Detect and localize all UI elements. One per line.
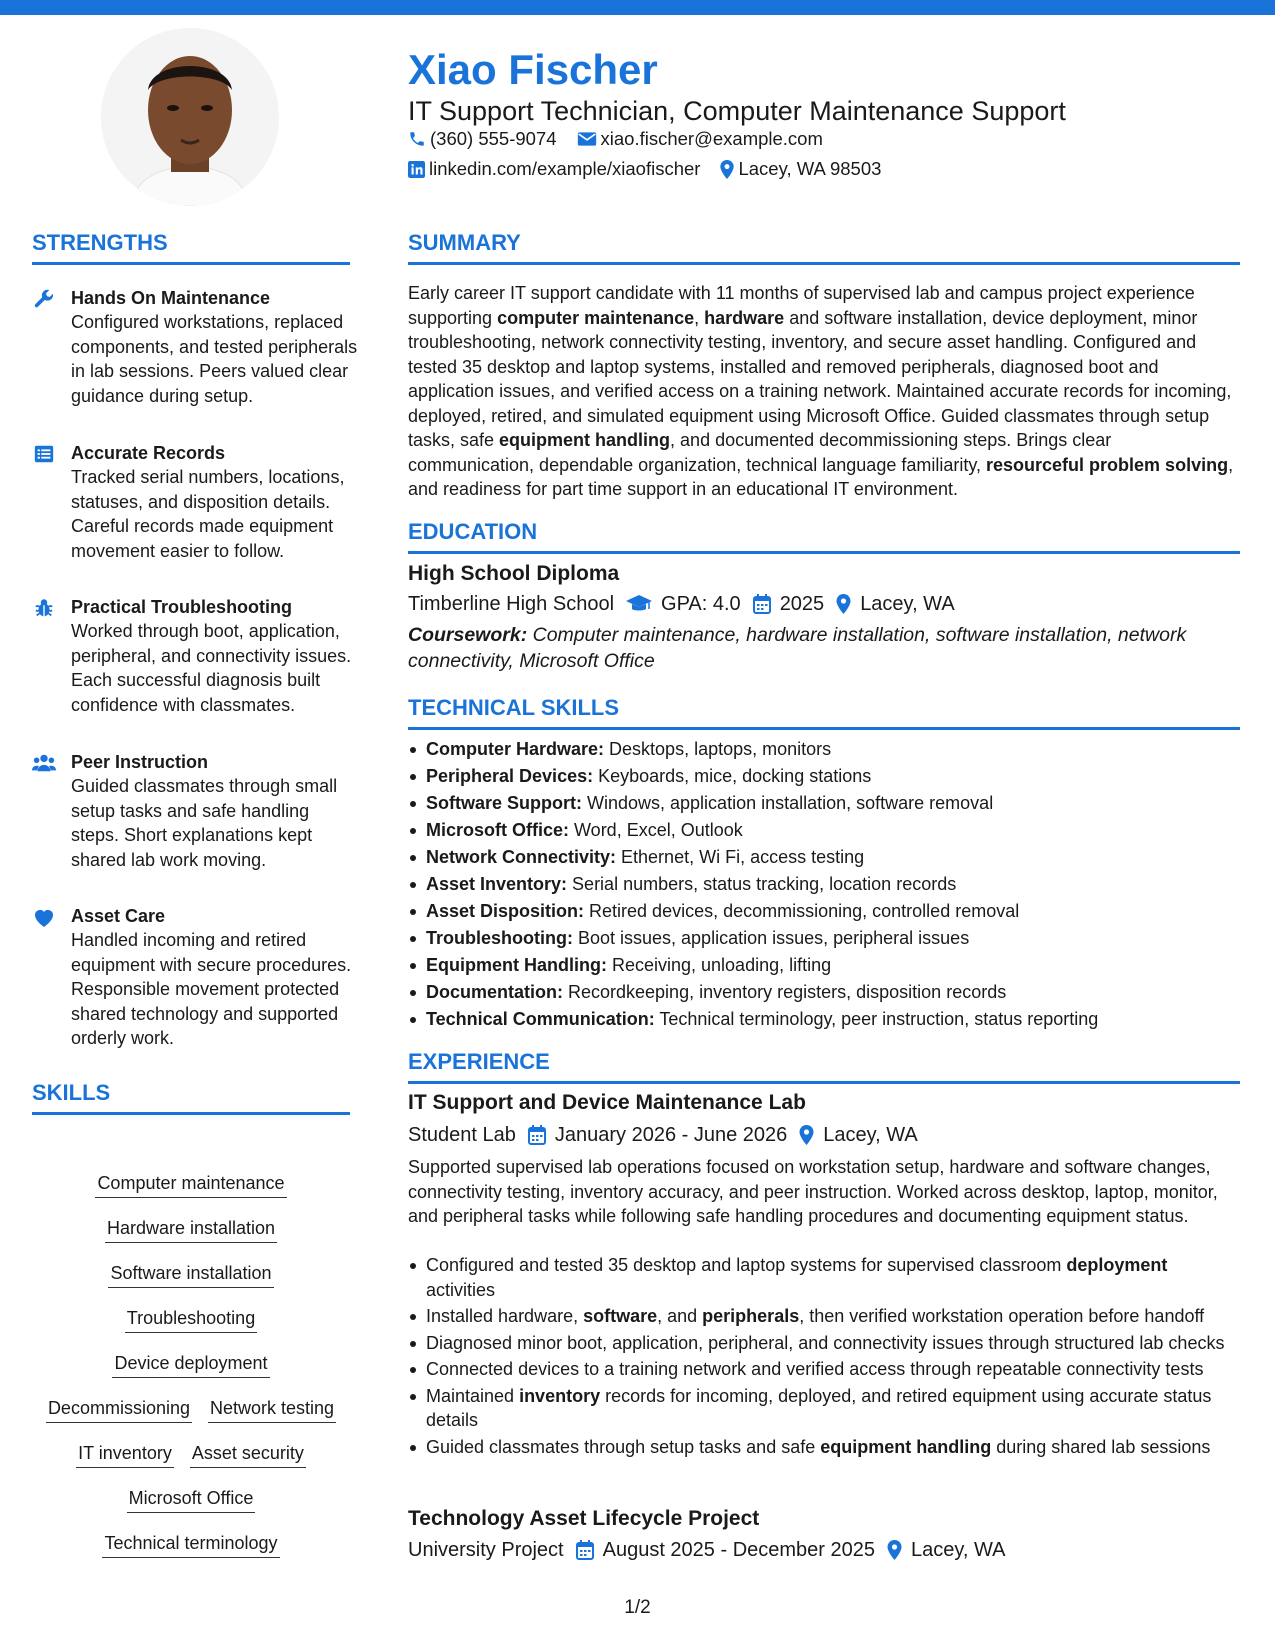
technical-skill-item xyxy=(408,737,1240,764)
education-heading: EDUCATION xyxy=(408,518,1240,554)
skill-values: Desktops, laptops, monitors xyxy=(604,739,832,759)
strength-title: Accurate Records xyxy=(71,443,226,463)
experience-heading: EXPERIENCE xyxy=(408,1048,1240,1084)
profile-photo xyxy=(101,28,279,206)
strength-description: Handled incoming and retired equipment with secure procedures. Responsible movement protected shared technology and supported orderly work. xyxy=(71,930,352,1048)
strength-title: Asset Care xyxy=(71,906,166,926)
strength-title: Peer Instruction xyxy=(71,752,209,772)
technical-skill-item xyxy=(408,899,1240,926)
list-icon xyxy=(32,443,56,465)
strength-title: Hands On Maintenance xyxy=(71,288,271,308)
coursework-label: Coursework: xyxy=(408,624,528,646)
job-bullet: Guided classmates through setup tasks and safe equipment handling during shared lab sessions xyxy=(408,1435,1240,1460)
skill-values: Technical terminology, peer instruction, status reporting xyxy=(654,1009,1099,1029)
users-icon xyxy=(32,752,56,774)
bug-icon xyxy=(32,597,56,619)
technical-skill-item xyxy=(408,872,1240,899)
skill-tag: Network testing xyxy=(208,1397,336,1423)
skill-tag: Decommissioning xyxy=(46,1397,192,1423)
skill-values: Word, Excel, Outlook xyxy=(569,820,743,840)
technical-skills-list xyxy=(408,737,1240,1034)
candidate-name: Xiao Fischer xyxy=(408,46,658,93)
skill-values: Receiving, unloading, lifting xyxy=(606,955,832,975)
skill-tag: Technical terminology xyxy=(102,1532,279,1558)
strength-description: Tracked serial numbers, locations, statuses, and disposition details. Careful records made equipment movement easier to follow. xyxy=(71,467,345,561)
summary-keyword: resourceful problem solving xyxy=(986,454,1229,475)
skill-values: Recordkeeping, inventory registers, disposition records xyxy=(563,982,1007,1002)
skill-category: Software Support: xyxy=(426,793,582,813)
job-organization: University Project xyxy=(408,1539,564,1561)
strength-description: Guided classmates through small setup tasks and safe handling steps. Short explanations kept shared lab work moving. xyxy=(71,776,338,870)
graduation-year: 2025 xyxy=(779,593,825,615)
location-contact xyxy=(720,157,881,181)
job-dates: August 2025 - December 2025 xyxy=(602,1539,876,1561)
skill-tag: Device deployment xyxy=(112,1352,269,1378)
calendar-icon xyxy=(528,1125,546,1145)
skill-category: Technical Communication: xyxy=(426,1009,655,1029)
location-text: Lacey, WA 98503 xyxy=(738,158,882,179)
strengths-heading: STRENGTHS xyxy=(32,229,350,265)
technical-skill-item xyxy=(408,953,1240,980)
job-description: Supported supervised lab operations focused on workstation setup, hardware and software changes, connectivity testing, inventory accuracy, and peer instruction. Worked across desktop, laptop, monitor, and peripheral tasks while following safe handling procedures and documenting equipment status. xyxy=(408,1157,1218,1226)
skill-category: Peripheral Devices: xyxy=(426,766,594,786)
skills-list xyxy=(32,1172,350,1577)
gpa-text: GPA: 4.0 xyxy=(661,593,741,615)
candidate-headline: IT Support Technician, Computer Maintenance Support xyxy=(408,96,1066,126)
skill-category: Microsoft Office: xyxy=(426,820,570,840)
contact-row-1 xyxy=(408,127,843,151)
summary-text xyxy=(408,281,1240,502)
job-dates: January 2026 - June 2026 xyxy=(554,1124,788,1146)
job-bullet: Installed hardware, software, and peripherals, then verified workstation operation before handoff xyxy=(408,1304,1240,1329)
linkedin-text: linkedin.com/example/xiaofischer xyxy=(429,158,701,179)
skills-heading: SKILLS xyxy=(32,1079,350,1115)
skill-category: Asset Disposition: xyxy=(426,901,585,921)
summary-heading: SUMMARY xyxy=(408,229,1240,265)
skill-values: Ethernet, Wi Fi, access testing xyxy=(616,847,865,867)
skill-values: Boot issues, application issues, peripheral issues xyxy=(572,928,970,948)
email-text: xiao.fischer@example.com xyxy=(600,128,823,149)
technical-skill-item xyxy=(408,791,1240,818)
summary-part: , xyxy=(694,307,705,328)
summary-keyword: equipment handling xyxy=(499,430,671,450)
phone-icon xyxy=(408,130,426,148)
job-bullet: Diagnosed minor boot, application, peripheral, and connectivity issues through structured lab checks xyxy=(408,1331,1240,1356)
job-meta xyxy=(408,1537,1006,1563)
calendar-icon xyxy=(753,594,771,614)
map-pin-icon xyxy=(720,160,734,179)
technical-skill-item xyxy=(408,926,1240,953)
skill-tag: Computer maintenance xyxy=(95,1172,286,1198)
map-pin-icon xyxy=(799,1125,814,1145)
strength-title: Practical Troubleshooting xyxy=(71,597,293,617)
skill-category: Troubleshooting: xyxy=(426,928,573,948)
summary-keyword: computer maintenance xyxy=(497,307,695,328)
linkedin-icon xyxy=(408,161,425,178)
skill-values: Retired devices, decommissioning, controlled removal xyxy=(584,901,1020,921)
contact-row-2 xyxy=(408,157,901,181)
job-organization: Student Lab xyxy=(408,1124,516,1146)
phone-contact[interactable] xyxy=(408,127,557,151)
technical-skill-item xyxy=(408,1007,1240,1034)
skill-tag: Hardware installation xyxy=(105,1217,277,1243)
job-bullet: Configured and tested 35 desktop and laptop systems for supervised classroom deployment activities xyxy=(408,1253,1240,1302)
school-location: Lacey, WA xyxy=(860,593,955,615)
map-pin-icon xyxy=(887,1540,902,1560)
map-pin-icon xyxy=(836,594,851,614)
linkedin-contact[interactable] xyxy=(408,157,700,181)
job-bullet: Connected devices to a training network and verified access through repeatable connectivity tests xyxy=(408,1357,1240,1382)
job-meta xyxy=(408,1122,918,1148)
degree-title: High School Diploma xyxy=(408,562,620,585)
graduation-cap-icon xyxy=(626,595,652,613)
skill-category: Equipment Handling: xyxy=(426,955,607,975)
top-accent-bar xyxy=(0,0,1275,15)
email-contact[interactable] xyxy=(577,127,823,151)
skill-tag: Troubleshooting xyxy=(125,1307,257,1333)
skill-tag: Asset security xyxy=(190,1442,306,1468)
skill-values: Keyboards, mice, docking stations xyxy=(593,766,872,786)
envelope-icon xyxy=(577,131,597,147)
calendar-icon xyxy=(576,1540,594,1560)
technical-skill-item xyxy=(408,980,1240,1007)
heart-icon xyxy=(32,906,56,928)
summary-keyword: hardware xyxy=(704,307,785,328)
skill-category: Documentation: xyxy=(426,982,563,1002)
education-meta xyxy=(408,591,955,617)
wrench-icon xyxy=(32,288,56,310)
technical-skill-item xyxy=(408,764,1240,791)
skill-category: Asset Inventory: xyxy=(426,874,568,894)
job-title: Technology Asset Lifecycle Project xyxy=(408,1507,760,1530)
strength-description: Configured workstations, replaced components, and tested peripherals in lab sessions. Peers valued clear guidance during setup. xyxy=(71,312,358,406)
page-number: 1/2 xyxy=(624,1597,651,1618)
job-location: Lacey, WA xyxy=(911,1539,1006,1561)
skill-values: Windows, application installation, software removal xyxy=(582,793,994,813)
school-name: Timberline High School xyxy=(408,593,615,615)
skill-tag: Microsoft Office xyxy=(127,1487,256,1513)
technical-skills-heading: TECHNICAL SKILLS xyxy=(408,694,1240,730)
skill-values: Serial numbers, status tracking, location records xyxy=(567,874,957,894)
summary-part: and software installation, device deployment, minor troubleshooting, network connectivity testing, inventory, and secure asset handling. Configured and tested 35 desktop and laptop systems, installed and removed peripherals, diagnosed boot and application issues, and verified access on a training network. Maintained accurate records for incoming, deployed, retired, and simulated equipment using Microsoft Office. Guided classmates through setup tasks, safe xyxy=(408,307,1232,450)
technical-skill-item xyxy=(408,818,1240,845)
summary-part: Early career IT support candidate with 11 months of supervised lab and campus project experience supporting xyxy=(408,283,1195,328)
phone-text: (360) 555-9074 xyxy=(430,128,557,149)
job-title: IT Support and Device Maintenance Lab xyxy=(408,1091,806,1114)
coursework-text xyxy=(408,622,1238,674)
summary-part: , and documented decommissioning steps. Brings clear communication, dependable organization, technical language familiarity, xyxy=(408,430,1112,475)
coursework-list: Computer maintenance, hardware installation, software installation, network connectivity, Microsoft Office xyxy=(408,624,1187,672)
skill-tag: Software installation xyxy=(108,1262,273,1288)
skill-category: Computer Hardware: xyxy=(426,739,605,759)
job-bullet: Maintained inventory records for incoming, deployed, and retired equipment using accurate status details xyxy=(408,1384,1240,1433)
technical-skill-item xyxy=(408,845,1240,872)
strength-description: Worked through boot, application, peripheral, and connectivity issues. Each successful diagnosis built confidence with classmates. xyxy=(71,621,352,715)
skill-category: Network Connectivity: xyxy=(426,847,617,867)
summary-part: , and readiness for part time support in an educational IT environment. xyxy=(408,454,1234,499)
job-bullets xyxy=(408,1253,1240,1461)
job-location: Lacey, WA xyxy=(823,1124,918,1146)
skill-tag: IT inventory xyxy=(76,1442,174,1468)
